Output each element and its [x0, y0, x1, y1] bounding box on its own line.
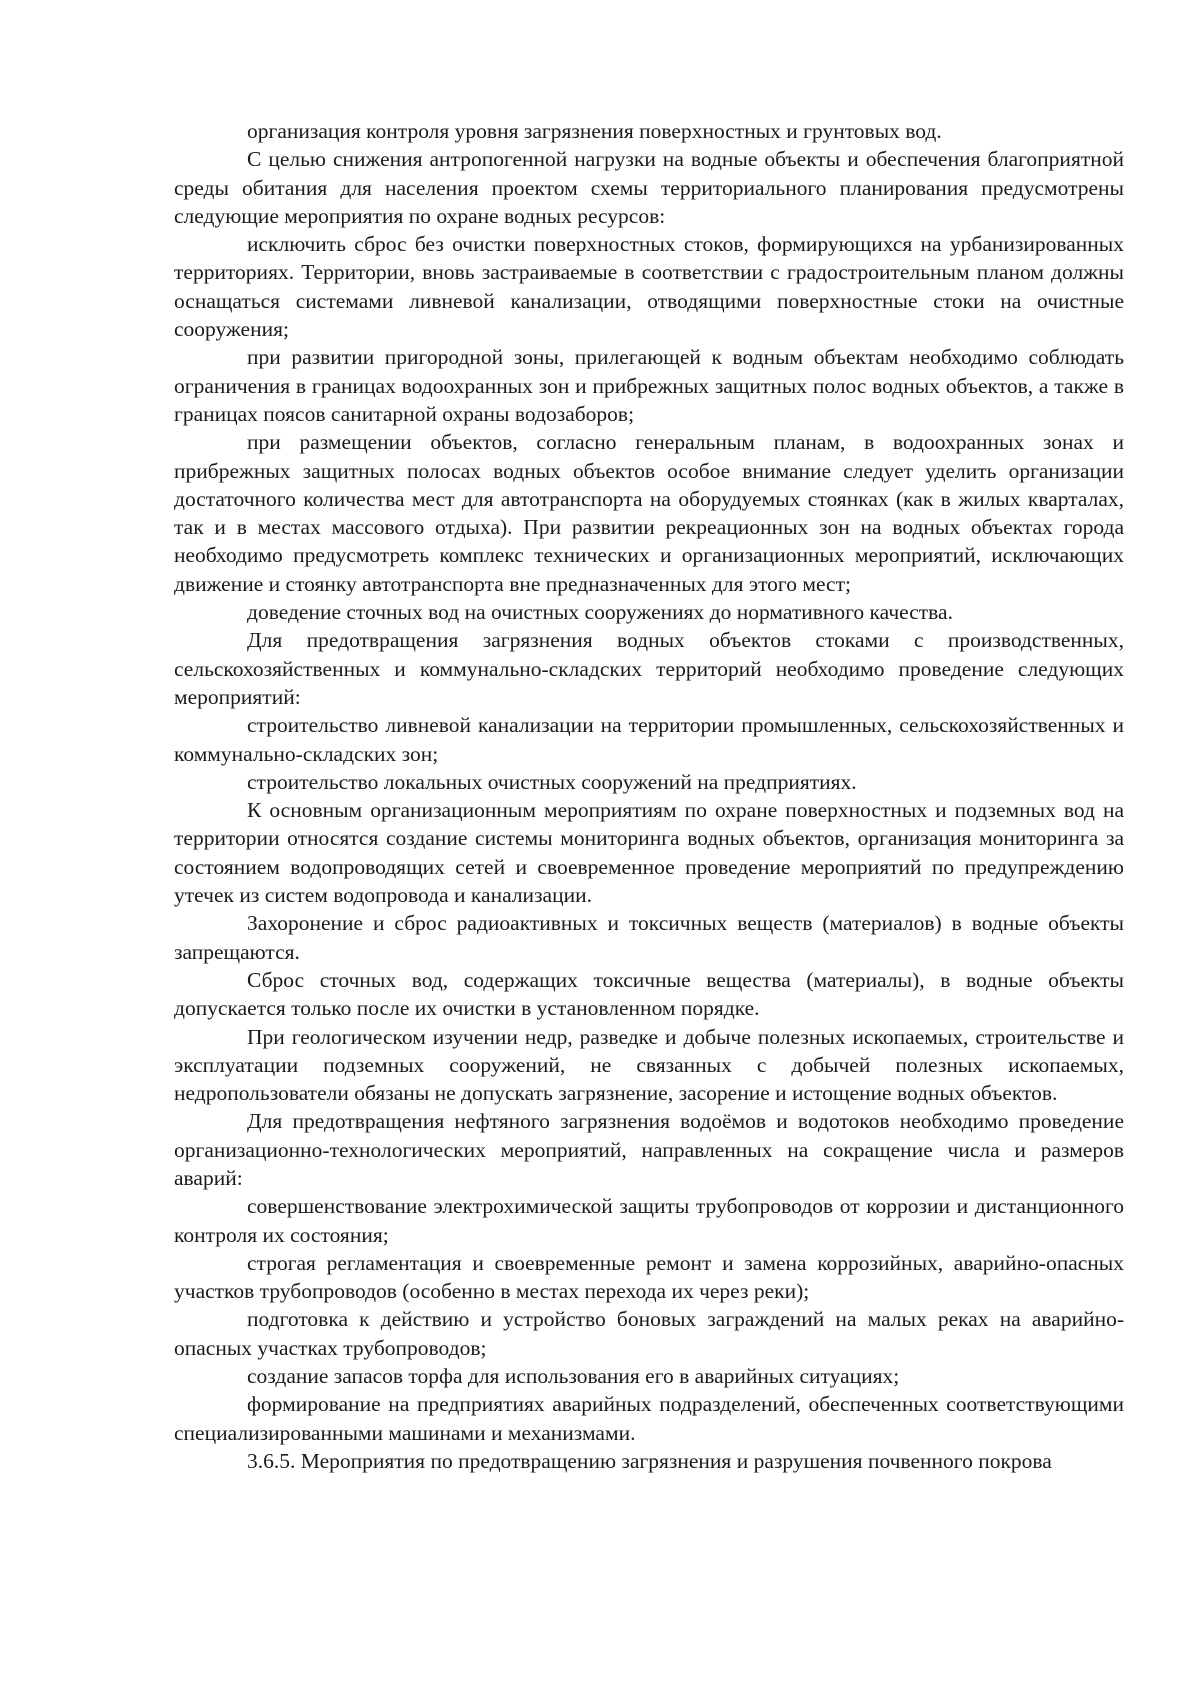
paragraph: подготовка к действию и устройство боновых заграждений на малых реках на аварийно-опасных участках трубопроводов;	[174, 1307, 1124, 1360]
paragraph: при размещении объектов, согласно генеральным планам, в водоохранных зонах и прибрежных защитных полосах водных объектов особое внимание следует уделить организации достаточного количества мест для автотранспорта на оборудуемых стоянках (как в жилых кварталах, так и в местах массового отдыха). При развитии рекреационных зон на водных объектах города необходимо предусмотреть комплекс технических и организационных мероприятий, исключающих движение и стоянку автотранспорта вне предназначенных для этого мест;	[174, 430, 1124, 596]
section-heading: 3.6.5. Мероприятия по предотвращению загрязнения и разрушения почвенного покрова	[247, 1448, 1052, 1473]
paragraph: С целью снижения антропогенной нагрузки на водные объекты и обеспечения благоприятной среды обитания для населения проектом схемы территориального планирования предусмотрены следующие мероприятия по охране водных ресурсов:	[174, 147, 1124, 228]
paragraph: строгая регламентация и своевременные ремонт и замена коррозийных, аварийно-опасных участков трубопроводов (особенно в местах перехода их через реки);	[174, 1250, 1124, 1304]
paragraph: При геологическом изучении недр, разведке и добыче полезных ископаемых, строительстве и эксплуатации подземных сооружений, не связанных с добычей полезных ископаемых, недропользователи обязаны не допускать загрязнение, засорение и истощение водных объектов.	[174, 1024, 1124, 1106]
paragraph: совершенствование электрохимической защиты трубопроводов от коррозии и дистанционного контроля их состояния;	[174, 1194, 1124, 1247]
paragraph: при развитии пригородной зоны, прилегающей к водным объектам необходимо соблюдать ограничения в границах водоохранных зон и прибрежных защитных полос водных объектов, а также в границах поясов санитарной охраны водозаборов;	[174, 345, 1124, 426]
paragraph: создание запасов торфа для использования его в аварийных ситуациях;	[247, 1364, 900, 1389]
paragraph: Для предотвращения загрязнения водных объектов стоками с производственных, сельскохозяйственных и коммунально-складских территорий необходимо проведение следующих мероприятий:	[174, 628, 1124, 709]
paragraph: строительство ливневой канализации на территории промышленных, сельскохозяйственных и коммунально-складских зон;	[174, 713, 1124, 766]
document-body	[174, 117, 1124, 1475]
paragraph: доведение сточных вод на очистных сооружениях до нормативного качества.	[247, 600, 953, 625]
paragraph: Сброс сточных вод, содержащих токсичные вещества (материалы), в водные объекты допускается только после их очистки в установленном порядке.	[174, 967, 1124, 1021]
paragraph: Захоронение и сброс радиоактивных и токсичных веществ (материалов) в водные объекты запрещаются.	[174, 911, 1124, 964]
paragraph: К основным организационным мероприятиям по охране поверхностных и подземных вод на территории относятся создание системы мониторинга водных объектов, организация мониторинга за состоянием водопроводящих сетей и своевременное проведение мероприятий по предупреждению утечек из систем водопровода и канализации.	[174, 798, 1124, 908]
paragraph: Для предотвращения нефтяного загрязнения водоёмов и водотоков необходимо проведение организационно-технологических мероприятий, направленных на сокращение числа и размеров аварий:	[174, 1109, 1124, 1190]
paragraph: формирование на предприятиях аварийных подразделений, обеспеченных соответствующими специализированными машинами и механизмами.	[174, 1392, 1124, 1445]
paragraph: строительство локальных очистных сооружений на предприятиях.	[247, 769, 857, 794]
paragraph: организация контроля уровня загрязнения поверхностных и грунтовых вод.	[247, 119, 942, 143]
paragraph: исключить сброс без очистки поверхностных стоков, формирующихся на урбанизированных территориях. Территории, вновь застраиваемые в соответствии с градостроительным планом должны оснащаться системами ливневой канализации, отводящими поверхностные стоки на очистные сооружения;	[174, 232, 1124, 342]
